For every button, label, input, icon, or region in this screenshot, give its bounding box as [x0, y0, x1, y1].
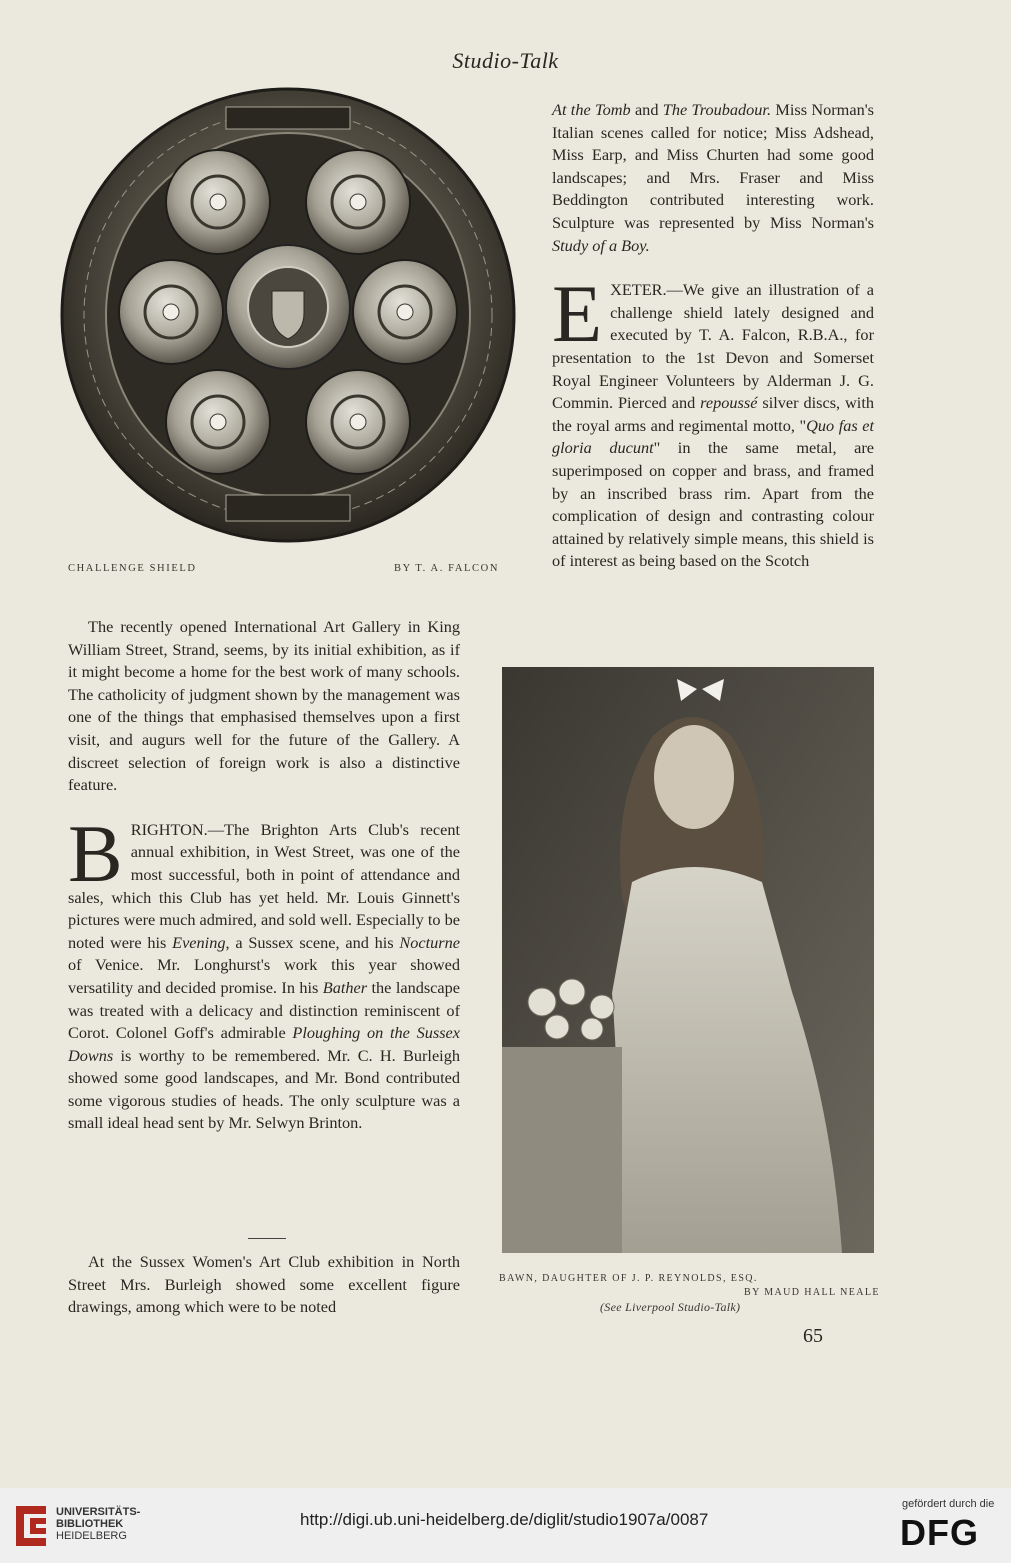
library-name: UNIVERSITÄTS- BIBLIOTHEK HEIDELBERG: [56, 1506, 141, 1542]
library-logo-icon: [14, 1504, 48, 1548]
sponsor-text: gefördert durch die: [902, 1498, 995, 1510]
section-rule: [248, 1238, 286, 1239]
sussex-paragraph: At the Sussex Women's Art Club exhibition in North Street Mrs. Burleigh showed some excellent figure drawings, among which were to be noted: [68, 1252, 460, 1317]
shield-caption: CHALLENGE SHIELD: [68, 563, 197, 574]
brighton-dropcap: B: [68, 807, 123, 899]
exeter-dropcap: E: [552, 268, 603, 360]
running-title: Studio-Talk: [452, 48, 559, 73]
portrait-caption-note: (See Liverpool Studio-Talk): [600, 1300, 741, 1314]
digitization-footer: [0, 1488, 1011, 1563]
exhibition-paragraph: At the Tomb and The Troubadour. Miss Norman's Italian scenes called for notice; Miss Adshead, Miss Earp, and Miss Churten had some good landscapes; and Mrs. Fraser and Miss Beddington contributed interesting work. Sculpture was represented by Miss Norman's Study of a Boy.: [552, 100, 874, 255]
page-number: 65: [803, 1325, 823, 1347]
gallery-paragraph: The recently opened International Art Gallery in King William Street, Strand, seems, by its initial exhibition, as if it might become a home for the best work of many schools. The catholicity of judgment shown by the management was one of the things that emphasised themselves upon a first visit, and augurs well for the future of the Gallery. A discreet selection of foreign work is also a distinctive feature.: [68, 617, 460, 795]
right-column: [552, 99, 874, 573]
challenge-shield-image: [58, 77, 518, 557]
brighton-paragraph: BRIGHTON.—The Brighton Arts Club's recent annual exhibition, in West Street, was one of the most successful, both in point of attendance and sales, which this Club has yet held. Mr. Louis Ginnett's pictures were much admired, and sold well. Especially to be noted were his Evening, a Sussex scene, and his Nocturne of Venice. Mr. Longhurst's work this year showed versatility and decided promise. In his Bather the landscape was treated with a delicacy and distinction reminiscent of Corot. Colonel Goff's admirable Ploughing on the Sussex Downs is worthy to be remembered. Mr. C. H. Burleigh showed some good landscapes, and Mr. Bond contributed some vigorous studies of heads. The only sculpture was a small ideal head sent by Mr. Selwyn Brinton.: [68, 807, 461, 1133]
dfg-logo: DFG: [900, 1512, 979, 1553]
shield-credit: BY T. A. FALCON: [394, 563, 499, 574]
portrait-caption-title: BAWN, DAUGHTER OF J. P. REYNOLDS, ESQ.: [499, 1273, 758, 1284]
portrait-image: [502, 667, 874, 1253]
left-column: [68, 616, 460, 1135]
exeter-paragraph: EXETER.—We give an illustration of a challenge shield lately designed and executed by T. A. Falcon, R.B.A., for presentation to the 1st Devon and Somerset Royal Engineer Volunteers by Alderman J. G. Commin. Pierced and repoussé silver discs, with the royal arms and regimental motto, "Quo fas et gloria ducunt" in the same metal, are superimposed on copper and brass, and framed by an inscribed brass rim. Apart from the complication of design and contrasting colour attained by relatively simple means, this shield is of interest as being based on the Scotch: [552, 268, 874, 571]
portrait-caption-artist: BY MAUD HALL NEALE: [744, 1287, 880, 1298]
source-url-link[interactable]: http://digi.ub.uni-heidelberg.de/diglit/studio1907a/0087: [300, 1510, 709, 1529]
shield-disc-center: [226, 245, 350, 369]
left-column-bottom: [68, 1251, 460, 1319]
